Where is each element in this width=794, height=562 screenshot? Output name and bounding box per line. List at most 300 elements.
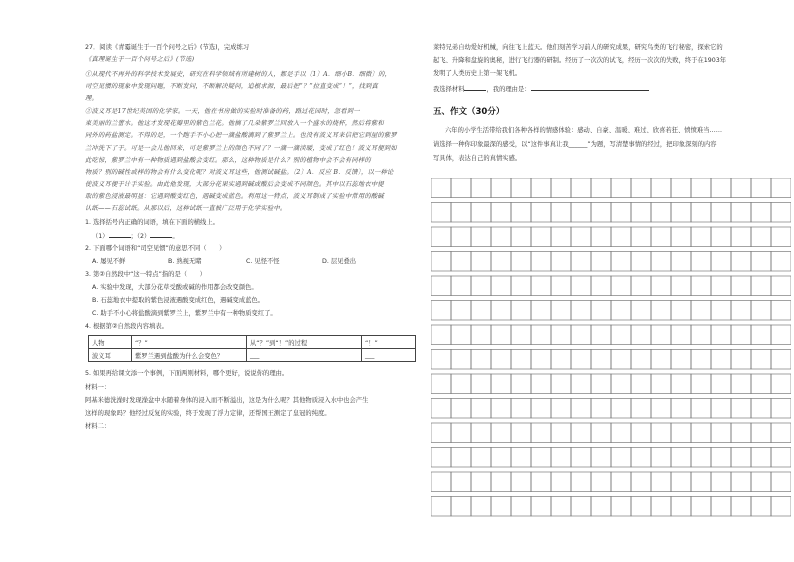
grid-cell[interactable] <box>511 252 531 272</box>
grid-cell[interactable] <box>731 472 751 492</box>
answer-cell[interactable]: ___ <box>247 349 362 362</box>
grid-cell[interactable] <box>431 448 451 468</box>
grid-cell[interactable] <box>551 497 571 517</box>
grid-cell[interactable] <box>711 472 731 492</box>
grid-cell[interactable] <box>771 252 791 272</box>
grid-cell[interactable] <box>751 399 771 419</box>
grid-cell[interactable] <box>471 448 491 468</box>
grid-cell[interactable] <box>671 252 691 272</box>
grid-cell[interactable] <box>631 178 651 198</box>
grid-cell[interactable] <box>431 497 451 517</box>
grid-cell[interactable] <box>451 423 471 443</box>
grid-cell[interactable] <box>731 399 751 419</box>
grid-cell[interactable] <box>671 423 691 443</box>
grid-cell[interactable] <box>591 399 611 419</box>
grid-cell[interactable] <box>611 178 631 198</box>
grid-cell[interactable] <box>651 276 671 296</box>
para2-line: 同外的药盐测定。不得的是，一个跑手不小心把一滴盐酸滴到了紫罗兰上。也没有波义耳来信把它到屋的紫罗 <box>85 132 397 139</box>
grid-cell[interactable] <box>691 497 711 517</box>
material-1-line: 这样的现象吗？他经过反复的实验，终于发现了浮力定律，还帮国王测定了皇冠的纯度。 <box>85 410 331 417</box>
grid-cell[interactable] <box>451 374 471 394</box>
grid-cell[interactable] <box>551 276 571 296</box>
grid-cell[interactable] <box>451 227 471 247</box>
question-5: 5. 如果再给课文添一个事例，下面两则材料，哪个更好，说说你的理由。 <box>85 370 289 377</box>
grid-cell[interactable] <box>571 448 591 468</box>
grid-cell[interactable] <box>711 448 731 468</box>
grid-cell[interactable] <box>631 399 651 419</box>
grid-cell[interactable] <box>611 227 631 247</box>
grid-cell[interactable] <box>431 325 451 345</box>
grid-cell[interactable] <box>491 276 511 296</box>
grid-cell[interactable] <box>491 350 511 370</box>
fill-table <box>88 335 416 362</box>
table-row <box>89 349 416 362</box>
grid-cell[interactable] <box>751 350 771 370</box>
prompt-line: 请选择一种你印象最深的感受，以“这件事真让我______”为题，写清楚事情的经过，把印象深刻的内容 <box>433 141 717 148</box>
grid-cell[interactable] <box>771 325 791 345</box>
grid-cell[interactable] <box>631 472 651 492</box>
grid-cell[interactable] <box>591 497 611 517</box>
grid-cell[interactable] <box>751 178 771 198</box>
grid-cell[interactable] <box>771 276 791 296</box>
grid-cell[interactable] <box>591 252 611 272</box>
grid-cell[interactable] <box>691 472 711 492</box>
grid-cell[interactable] <box>611 399 631 419</box>
question-2: 2. 下面哪个词语和“司空见惯”的意思不同（ ） <box>85 245 226 252</box>
grid-cell[interactable] <box>511 178 531 198</box>
grid-cell[interactable] <box>671 227 691 247</box>
grid-cell[interactable] <box>771 203 791 223</box>
grid-cell[interactable] <box>471 227 491 247</box>
table-cell: “！” <box>362 336 416 349</box>
grid-cell[interactable] <box>571 472 591 492</box>
grid-cell[interactable] <box>551 472 571 492</box>
grid-cell[interactable] <box>551 301 571 321</box>
para2-line: ②波义耳是17世纪英国的化学家。一天，他在书房做的实验时准备的药，路过花园时，忽看到一 <box>85 108 360 115</box>
grid-cell[interactable] <box>531 276 551 296</box>
grid-cell[interactable] <box>671 276 691 296</box>
grid-cell[interactable] <box>651 227 671 247</box>
grid-cell[interactable] <box>531 203 551 223</box>
grid-cell[interactable] <box>711 374 731 394</box>
grid-cell[interactable] <box>571 374 591 394</box>
grid-cell[interactable] <box>431 472 451 492</box>
grid-cell[interactable] <box>531 252 551 272</box>
grid-cell[interactable] <box>611 252 631 272</box>
grid-cell[interactable] <box>531 178 551 198</box>
grid-cell[interactable] <box>491 399 511 419</box>
table-cell: 从“？”到“！”的过程 <box>247 336 362 349</box>
grid-cell[interactable] <box>611 497 631 517</box>
grid-cell[interactable] <box>711 350 731 370</box>
grid-cell[interactable] <box>571 399 591 419</box>
grid-cell[interactable] <box>431 423 451 443</box>
reason-blank[interactable] <box>531 84 649 91</box>
grid-cell[interactable] <box>431 399 451 419</box>
grid-cell[interactable] <box>551 399 571 419</box>
grid-cell[interactable] <box>691 276 711 296</box>
grid-cell[interactable] <box>551 448 571 468</box>
grid-cell[interactable] <box>711 252 731 272</box>
grid-cell[interactable] <box>471 252 491 272</box>
grid-cell[interactable] <box>731 423 751 443</box>
grid-cell[interactable] <box>771 497 791 517</box>
grid-cell[interactable] <box>511 276 531 296</box>
question-3: 3. 第②自然段中“这一特点”指的是（ ） <box>85 271 206 278</box>
grid-cell[interactable] <box>471 350 491 370</box>
grid-cell[interactable] <box>771 178 791 198</box>
grid-cell[interactable] <box>751 276 771 296</box>
grid-cell[interactable] <box>731 374 751 394</box>
grid-cell[interactable] <box>531 374 551 394</box>
grid-cell[interactable] <box>651 325 671 345</box>
grid-cell[interactable] <box>531 227 551 247</box>
grid-cell[interactable] <box>771 350 791 370</box>
grid-cell[interactable] <box>611 423 631 443</box>
grid-cell[interactable] <box>751 203 771 223</box>
q3-option-a[interactable]: A. 实验中发现，大部分花草受酸或碱的作用都会改变颜色。 <box>92 284 258 291</box>
grid-cell[interactable] <box>651 399 671 419</box>
q27-title: 27．阅读《青霉诞生于一百个问号之后》(节选)，完成练习 <box>85 44 250 51</box>
grid-cell[interactable] <box>511 203 531 223</box>
blank-2[interactable] <box>150 231 172 238</box>
grid-cell[interactable] <box>471 399 491 419</box>
grid-cell[interactable] <box>671 472 691 492</box>
grid-cell[interactable] <box>471 423 491 443</box>
grid-cell[interactable] <box>431 276 451 296</box>
grid-cell[interactable] <box>771 227 791 247</box>
grid-cell[interactable] <box>511 325 531 345</box>
grid-cell[interactable] <box>671 203 691 223</box>
grid-cell[interactable] <box>591 472 611 492</box>
grid-cell[interactable] <box>631 301 651 321</box>
grid-cell[interactable] <box>511 399 531 419</box>
grid-cell[interactable] <box>531 423 551 443</box>
grid-cell[interactable] <box>731 203 751 223</box>
grid-cell[interactable] <box>531 448 551 468</box>
grid-cell[interactable] <box>571 301 591 321</box>
grid-cell[interactable] <box>511 350 531 370</box>
grid-cell[interactable] <box>671 301 691 321</box>
para2-line: 取的紫色浸液最明显：它遇到酸变红色，遇碱变成蓝色。利用这一特点，波义耳制成了实验中常用的酸碱 <box>85 193 384 200</box>
grid-cell[interactable] <box>491 325 511 345</box>
grid-cell[interactable] <box>531 399 551 419</box>
grid-cell[interactable] <box>431 252 451 272</box>
material-2-label: 材料二： <box>85 423 111 430</box>
grid-cell[interactable] <box>731 178 751 198</box>
grid-cell[interactable] <box>431 350 451 370</box>
grid-cell[interactable] <box>431 374 451 394</box>
grid-cell[interactable] <box>431 301 451 321</box>
grid-cell[interactable] <box>691 374 711 394</box>
grid-cell[interactable] <box>591 423 611 443</box>
grid-cell[interactable] <box>591 448 611 468</box>
grid-cell[interactable] <box>671 497 691 517</box>
grid-cell[interactable] <box>751 423 771 443</box>
grid-cell[interactable] <box>711 227 731 247</box>
grid-cell[interactable] <box>491 472 511 492</box>
grid-cell[interactable] <box>511 448 531 468</box>
grid-cell[interactable] <box>771 301 791 321</box>
grid-cell[interactable] <box>731 301 751 321</box>
grid-cell[interactable] <box>611 374 631 394</box>
grid-cell[interactable] <box>691 203 711 223</box>
material-choice-blank[interactable] <box>464 84 486 91</box>
grid-cell[interactable] <box>771 374 791 394</box>
grid-cell[interactable] <box>691 178 711 198</box>
blank-1[interactable] <box>109 231 131 238</box>
grid-cell[interactable] <box>671 374 691 394</box>
grid-cell[interactable] <box>651 423 671 443</box>
para1-line: 理。 <box>85 95 98 102</box>
grid-cell[interactable] <box>731 276 751 296</box>
grid-cell[interactable] <box>691 399 711 419</box>
grid-cell[interactable] <box>571 252 591 272</box>
grid-cell[interactable] <box>451 276 471 296</box>
grid-cell[interactable] <box>551 203 571 223</box>
grid-cell[interactable] <box>691 423 711 443</box>
grid-cell[interactable] <box>591 227 611 247</box>
grid-cell[interactable] <box>451 325 471 345</box>
para2-line: 兰冲洗下了于。可是一会儿他回来，可是紫罗兰上的颜色不同了？一滴一滴淡暖，变成了红色！波义耳便到如 <box>85 145 397 152</box>
grid-cell[interactable] <box>571 203 591 223</box>
q2-option-d[interactable]: D. 层见叠出 <box>322 258 357 265</box>
grid-cell[interactable] <box>631 423 651 443</box>
grid-cell[interactable] <box>451 472 471 492</box>
grid-cell[interactable] <box>751 472 771 492</box>
grid-cell[interactable] <box>431 178 451 198</box>
grid-cell[interactable] <box>551 178 571 198</box>
q2-option-a[interactable]: A. 屡见不鲜 <box>92 258 126 265</box>
grid-cell[interactable] <box>431 227 451 247</box>
grid-cell[interactable] <box>711 276 731 296</box>
grid-cell[interactable] <box>571 276 591 296</box>
grid-cell[interactable] <box>431 203 451 223</box>
question-4: 4. 根据第②自然段内容填表。 <box>85 323 168 330</box>
grid-cell[interactable] <box>691 252 711 272</box>
grid-cell[interactable] <box>751 252 771 272</box>
grid-cell[interactable] <box>691 301 711 321</box>
grid-cell[interactable] <box>491 178 511 198</box>
grid-cell[interactable] <box>671 448 691 468</box>
grid-cell[interactable] <box>511 472 531 492</box>
grid-cell[interactable] <box>751 374 771 394</box>
grid-cell[interactable] <box>571 178 591 198</box>
grid-cell[interactable] <box>551 350 571 370</box>
grid-cell[interactable] <box>531 497 551 517</box>
grid-cell[interactable] <box>591 276 611 296</box>
grid-cell[interactable] <box>631 227 651 247</box>
grid-cell[interactable] <box>511 227 531 247</box>
para1-line: 司空见惯的现象中发现问题，不断发问，不断解决疑问，追根求源，最后把“？”拉直变成“！”，找到真 <box>85 83 379 90</box>
grid-cell[interactable] <box>651 350 671 370</box>
grid-cell[interactable] <box>711 301 731 321</box>
grid-cell[interactable] <box>671 325 691 345</box>
grid-cell[interactable] <box>731 350 751 370</box>
grid-cell[interactable] <box>551 374 571 394</box>
grid-cell[interactable] <box>711 399 731 419</box>
para2-line: 物质？别的碱性或样的物会有什么变化呢？对波义耳这些，他测试碱盐。〔2〕A．反应 B．反馈〕，以一种论 <box>85 169 394 176</box>
q3-option-b[interactable]: B. 石蕊地衣中提取的紫色浸液遇酸变成红色，遇碱变成蓝色。 <box>92 297 265 304</box>
grid-cell[interactable] <box>471 374 491 394</box>
grid-cell[interactable] <box>751 497 771 517</box>
table-cell: 紫罗兰遇到盐酸为什么会变色？ <box>132 349 247 362</box>
grid-cell[interactable] <box>591 178 611 198</box>
grid-cell[interactable] <box>531 472 551 492</box>
grid-cell[interactable] <box>611 472 631 492</box>
grid-cell[interactable] <box>731 252 751 272</box>
grid-cell[interactable] <box>591 301 611 321</box>
q2-option-b[interactable]: B. 熟视无睹 <box>168 258 202 265</box>
grid-cell[interactable] <box>531 350 551 370</box>
table-row <box>89 336 416 349</box>
grid-cell[interactable] <box>631 350 651 370</box>
para1-line: ①从现代不再外的科学技术发展史，研究在科学领域有所建树的人，都是手以〔1〕A．细小B．细微〕的， <box>85 71 392 78</box>
grid-cell[interactable] <box>451 301 471 321</box>
grid-cell[interactable] <box>471 178 491 198</box>
grid-cell[interactable] <box>751 448 771 468</box>
grid-cell[interactable] <box>711 178 731 198</box>
composition-grid[interactable] <box>431 178 791 520</box>
grid-cell[interactable] <box>751 301 771 321</box>
grid-cell[interactable] <box>771 472 791 492</box>
grid-cell[interactable] <box>491 497 511 517</box>
grid-cell[interactable] <box>631 325 651 345</box>
grid-cell[interactable] <box>591 374 611 394</box>
grid-cell[interactable] <box>491 301 511 321</box>
grid-cell[interactable] <box>731 448 751 468</box>
grid-cell[interactable] <box>491 374 511 394</box>
grid-cell[interactable] <box>751 227 771 247</box>
table-cell: “？” <box>132 336 247 349</box>
grid-cell[interactable] <box>691 350 711 370</box>
grid-cell[interactable] <box>471 276 491 296</box>
grid-cell[interactable] <box>571 423 591 443</box>
grid-cell[interactable] <box>511 374 531 394</box>
grid-cell[interactable] <box>491 448 511 468</box>
grid-cell[interactable] <box>771 423 791 443</box>
grid-cell[interactable] <box>491 227 511 247</box>
grid-cell[interactable] <box>731 227 751 247</box>
grid-cell[interactable] <box>471 203 491 223</box>
grid-cell[interactable] <box>511 301 531 321</box>
grid-cell[interactable] <box>551 252 571 272</box>
grid-cell[interactable] <box>591 203 611 223</box>
grid-cell[interactable] <box>651 301 671 321</box>
grid-cell[interactable] <box>571 350 591 370</box>
grid-cell[interactable] <box>591 350 611 370</box>
grid-cell[interactable] <box>691 448 711 468</box>
material-2-line: 发明了人类历史上第一架飞机。 <box>433 70 522 77</box>
grid-cell[interactable] <box>471 472 491 492</box>
grid-cell[interactable] <box>631 276 651 296</box>
grid-cell[interactable] <box>511 497 531 517</box>
passage-title: 《真理诞生于一百个问号之后》(节选) <box>85 56 195 63</box>
q2-option-c[interactable]: C. 见怪不怪 <box>246 258 280 265</box>
grid-cell[interactable] <box>531 301 551 321</box>
grid-cell[interactable] <box>611 203 631 223</box>
grid-cell[interactable] <box>651 178 671 198</box>
grid-cell[interactable] <box>671 350 691 370</box>
grid-cell[interactable] <box>691 325 711 345</box>
grid-cell[interactable] <box>751 325 771 345</box>
grid-cell[interactable] <box>471 497 491 517</box>
material-1-label: 材料一： <box>85 384 111 391</box>
grid-cell[interactable] <box>611 325 631 345</box>
grid-cell[interactable] <box>711 423 731 443</box>
grid-cell[interactable] <box>451 252 471 272</box>
grid-cell[interactable] <box>471 301 491 321</box>
table-cell: 波义耳 <box>89 349 132 362</box>
question-1-blanks: （1） ；（2） 。 <box>92 233 179 240</box>
grid-cell[interactable] <box>451 497 471 517</box>
grid-cell[interactable] <box>631 497 651 517</box>
grid-cell[interactable] <box>451 448 471 468</box>
grid-cell[interactable] <box>611 276 631 296</box>
grid-cell[interactable] <box>531 325 551 345</box>
prompt-line: 六年的小学生活带给我们各种各样的情感体验：感动、自豪、温暖、难过、欣喜若狂、愤愤难当…… <box>445 127 723 134</box>
material-2-line: 莱特兄弟自幼爱好机械，向往飞上蓝天。他们刻苦学习前人的研究成果，研究鸟类的飞行秘密，探索它的 <box>433 44 723 51</box>
choose-material-line: 我选择材料 ，我的理由是： <box>433 84 649 94</box>
grid-cell[interactable] <box>631 252 651 272</box>
grid-cell[interactable] <box>491 203 511 223</box>
grid-cell[interactable] <box>711 203 731 223</box>
grid-cell[interactable] <box>451 203 471 223</box>
grid-cell[interactable] <box>731 325 751 345</box>
grid-cell[interactable] <box>491 423 511 443</box>
grid-cell[interactable] <box>471 325 491 345</box>
grid-cell[interactable] <box>571 227 591 247</box>
grid-cell[interactable] <box>771 399 791 419</box>
grid-cell[interactable] <box>651 374 671 394</box>
grid-cell[interactable] <box>671 399 691 419</box>
grid-cell[interactable] <box>551 325 571 345</box>
grid-cell[interactable] <box>451 178 471 198</box>
question-1: 1. 选择括号内正确的词语，填在下面的横线上。 <box>85 219 219 226</box>
grid-cell[interactable] <box>571 497 591 517</box>
grid-cell[interactable] <box>651 472 671 492</box>
para2-line: 认纸——石蕊试纸。从那以后，这种试纸一直被广泛用于化学实验中。 <box>85 205 287 212</box>
q3-option-c[interactable]: C. 助手不小心将盐酸滴到紫罗兰上，紫罗兰中有一种物质变红了。 <box>92 310 277 317</box>
grid-cell[interactable] <box>731 497 751 517</box>
grid-cell[interactable] <box>691 227 711 247</box>
grid-cell[interactable] <box>451 350 471 370</box>
grid-cell[interactable] <box>611 301 631 321</box>
grid-cell[interactable] <box>651 203 671 223</box>
grid-cell[interactable] <box>611 350 631 370</box>
grid-cell[interactable] <box>451 399 471 419</box>
grid-cell[interactable] <box>671 178 691 198</box>
grid-cell[interactable] <box>611 448 631 468</box>
grid-cell[interactable] <box>631 203 651 223</box>
grid-cell[interactable] <box>551 423 571 443</box>
grid-cell[interactable] <box>651 252 671 272</box>
para2-line: 使波义耳便于计手实验。由此他发现，大部分花果实遇到碱或酸后会变成不同颜色。其中以石蕊地衣中提 <box>85 181 384 188</box>
grid-cell[interactable] <box>591 325 611 345</box>
grid-cell[interactable] <box>771 448 791 468</box>
grid-cell[interactable] <box>551 227 571 247</box>
grid-cell[interactable] <box>711 325 731 345</box>
grid-cell[interactable] <box>491 252 511 272</box>
grid-cell[interactable] <box>511 423 531 443</box>
grid-cell[interactable] <box>651 448 671 468</box>
grid-cell[interactable] <box>711 497 731 517</box>
grid-cell[interactable] <box>631 448 651 468</box>
grid-cell[interactable] <box>651 497 671 517</box>
answer-cell[interactable]: ___ <box>362 349 416 362</box>
grid-cell[interactable] <box>571 325 591 345</box>
grid-cell[interactable] <box>631 374 651 394</box>
